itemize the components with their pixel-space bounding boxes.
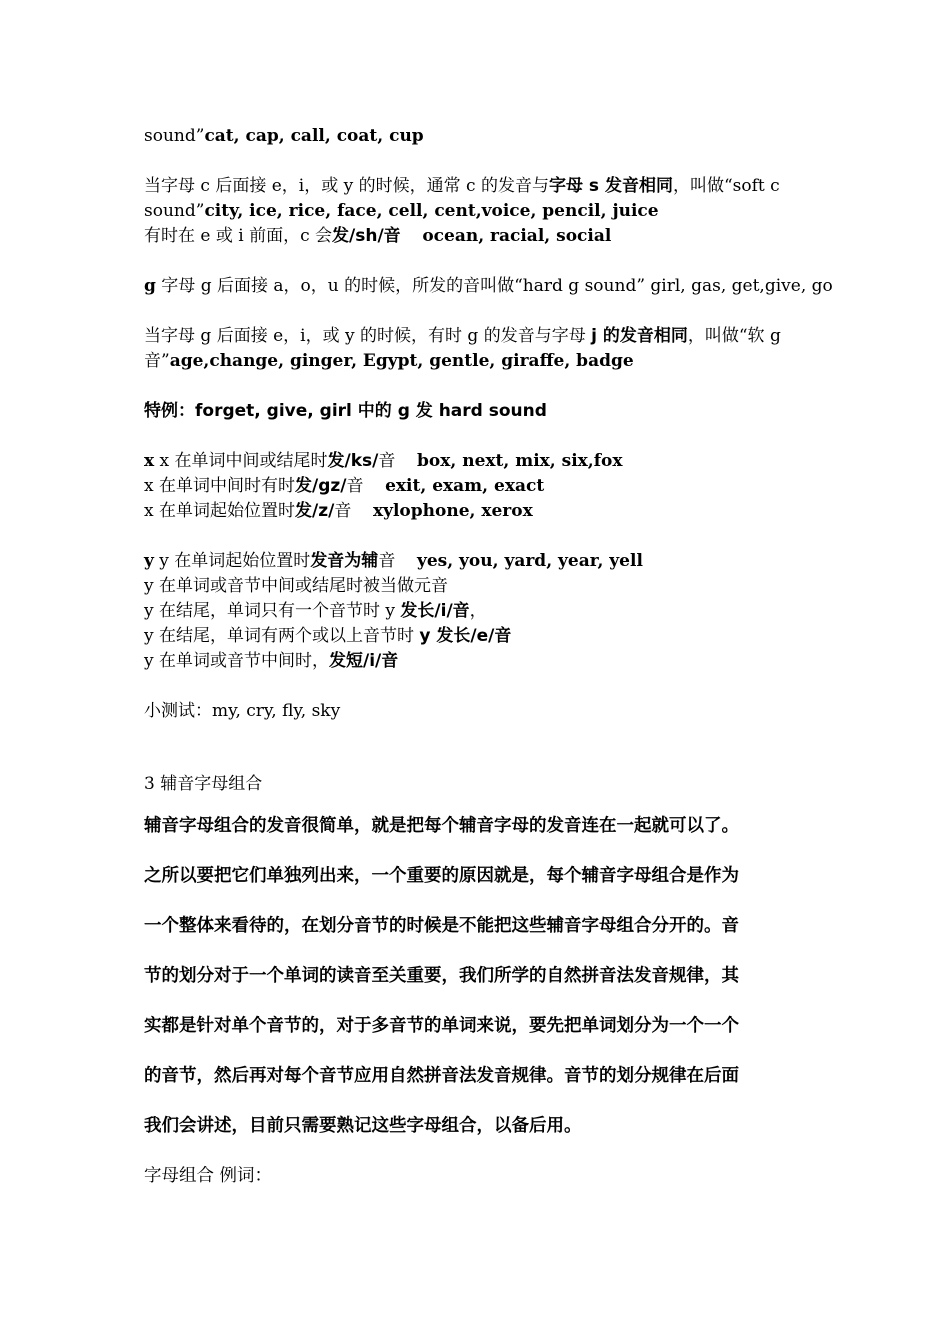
text-line — [144, 549, 809, 574]
text-run: ，叫做“软 g — [687, 326, 781, 346]
consonant-blend-paragraph — [144, 801, 809, 1151]
text-line — [144, 174, 809, 199]
text-run: 音 — [378, 551, 417, 571]
text-line — [144, 324, 809, 349]
letter-label: y — [144, 551, 154, 571]
example-words: ocean, racial, social — [422, 226, 612, 246]
text-run: 音 — [346, 476, 386, 496]
text-line — [144, 574, 809, 599]
emphasis: 发/sh/音 — [332, 226, 401, 246]
example-words: age,change, ginger, Egypt, gentle, giraffe, badge — [169, 351, 634, 371]
emphasis: 发长/i/音 — [400, 601, 470, 621]
text-line — [144, 349, 809, 374]
text-run: x 在单词起始位置时 — [144, 501, 295, 521]
text-run: 小测试：my, cry, fly, sky — [144, 701, 341, 721]
text-line — [144, 124, 809, 149]
heading-text: 3 辅音字母组合 — [144, 774, 263, 794]
emphasis: 发/ks/ — [327, 451, 379, 471]
emphasis: 发短/i/音 — [329, 651, 399, 671]
text-run: x 在单词中间或结尾时 — [154, 451, 328, 471]
example-words: cat, cap, call, coat, cup — [204, 126, 424, 146]
spacer — [401, 226, 423, 246]
text-run: 当字母 c 后面接 e，i，或 y 的时候，通常 c 的发音与 — [144, 176, 549, 196]
document-body — [144, 124, 833, 1201]
example-words: box, next, mix, six,fox — [417, 451, 623, 471]
text-run: y 在单词起始位置时 — [153, 551, 311, 571]
special-case: 特例：forget, give, girl 中的 g 发 hard sound — [144, 401, 547, 421]
paragraph-line: 节的划分对于一个单词的读音至关重要，我们所学的自然拼音法发音规律，其 — [144, 966, 739, 986]
examples-label-line — [144, 1151, 809, 1201]
text-run: 当字母 g 后面接 e，i，或 y 的时候，有时 g 的发音与字母 — [144, 326, 592, 346]
quiz-line — [144, 699, 809, 724]
paragraph-line: 实都是针对单个音节的，对于多音节的单词来说，要先把单词划分为一个一个 — [144, 1016, 739, 1036]
text-run: y 在结尾，单词有两个或以上音节时 — [144, 626, 420, 646]
emphasis: 发音为辅 — [310, 551, 379, 571]
text-run: 音 — [334, 501, 373, 521]
text-line — [144, 274, 833, 299]
paragraph-line: 之所以要把它们单独列出来，一个重要的原因就是，每个辅音字母组合是作为 — [144, 866, 739, 886]
paragraph-line: 辅音字母组合的发音很简单，就是把每个辅音字母的发音连在一起就可以了。 — [144, 816, 739, 836]
text-line — [144, 599, 809, 624]
text-line — [144, 499, 809, 524]
letter-label: x — [144, 451, 155, 471]
paragraph-line: 我们会讲述，目前只需要熟记这些字母组合，以备后用。 — [144, 1116, 582, 1136]
text-run: 有时在 e 或 i 前面，c 会 — [144, 226, 333, 246]
emphasis: 字母 s 发音相同 — [548, 176, 673, 196]
text-run: 音” — [144, 351, 170, 371]
text-line — [144, 224, 809, 249]
emphasis: 发/gz/ — [295, 476, 347, 496]
text-run: ， — [469, 601, 487, 621]
text-run: 音 — [378, 451, 418, 471]
text-run: ，叫做“soft c — [672, 176, 780, 196]
example-words: xylophone, xerox — [372, 501, 533, 521]
text-line — [144, 624, 809, 649]
paragraph-line: 一个整体来看待的，在划分音节的时候是不能把这些辅音字母组合分开的。音 — [144, 916, 739, 936]
letter-label: g — [144, 276, 156, 296]
example-words: exit, exam, exact — [385, 476, 545, 496]
text-run: sound” — [144, 126, 205, 146]
text-line — [144, 649, 809, 674]
emphasis: y 发长/e/音 — [419, 626, 512, 646]
text-run: 字母 g 后面接 a，o，u 的时候，所发的音叫做“hard g sound” girl, gas, get,give, go — [155, 276, 833, 296]
text-line — [144, 449, 809, 474]
example-words: city, ice, rice, face, cell, cent,voice, pencil, juice — [204, 201, 659, 221]
emphasis: 发/z/ — [295, 501, 335, 521]
emphasis: j 的发音相同 — [591, 326, 688, 346]
text-run: sound” — [144, 201, 205, 221]
text-line — [144, 399, 809, 424]
text-run: y 在单词或音节中间时， — [144, 651, 330, 671]
example-words: yes, you, yard, year, yell — [416, 551, 643, 571]
text-run: y 在单词或音节中间或结尾时被当做元音 — [144, 576, 449, 596]
paragraph-line: 的音节，然后再对每个音节应用自然拼音法发音规律。音节的划分规律在后面 — [144, 1066, 739, 1086]
section-heading — [144, 772, 809, 797]
text-run: y 在结尾，单词只有一个音节时 y — [144, 601, 401, 621]
text-line — [144, 199, 809, 224]
examples-label: 字母组合 例词： — [144, 1166, 273, 1186]
text-run: x 在单词中间时有时 — [144, 476, 295, 496]
text-line — [144, 474, 809, 499]
